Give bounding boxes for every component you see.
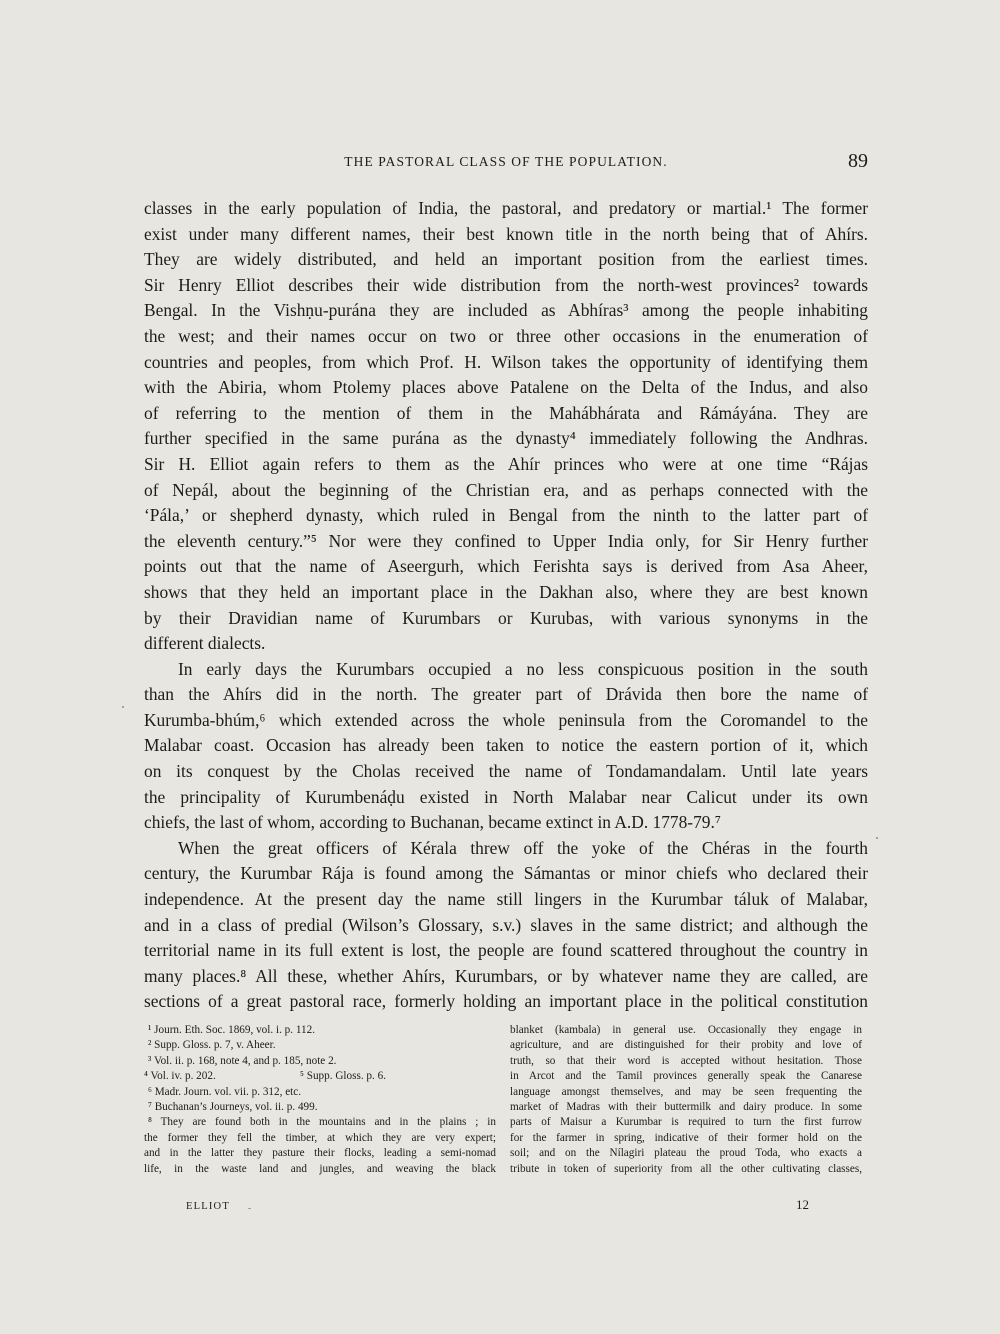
paragraph-2 [144,657,868,836]
text-line: many places.⁸ All these, whether Ahírs, Kurumbars, or by whatever name they are called, are [144,965,868,986]
text-line: of Nepál, about the beginning of the Christian era, and as perhaps connected with the [144,479,868,500]
text-line: Sir Henry Elliot describes their wide distribution from the north-west provinces² towards [144,274,868,295]
footnote-1: ¹ Journ. Eth. Soc. 1869, vol. i. p. 112. [148,1024,316,1036]
text-line: than the Ahírs did in the north. The greater part of Drávida then bore the name of [144,684,868,705]
text-line: the west; and their names occur on two or three other occasions in the enumeration of [144,325,868,346]
text-line: countries and peoples, from which Prof. H. Wilson takes the opportunity of identifying them [144,351,868,372]
footnote-8-line: ⁸ They are found both in the mountains and in the plains ; in [148,1116,496,1129]
text-line: and in a class of predial (Wilson’s Glossary, s.v.) slaves in the same district; and although the [144,914,868,935]
text-line: by their Dravidian name of Kurumbars or Kurubas, with various synonyms in the [144,607,868,628]
footnote-8-line: blanket (kambala) in general use. Occasionally they engage in [510,1024,862,1036]
body-text [144,196,868,1015]
text-line: shows that they held an important place in the Dakhan also, where they are best known [144,581,868,602]
footnote-pair-4-5 [144,1069,496,1084]
footnote-7: ⁷ Buchanan’s Journeys, vol. ii. p. 499. [148,1101,318,1114]
text-line: on its conquest by the Cholas received the name of Tondamandalam. Until late years [144,761,868,782]
text-line: territorial name in its full extent is lost, the people are found scattered throughout the country in [144,940,868,961]
text-line: points out that the name of Aseergurh, which Ferishta says is derived from Asa Aheer, [144,556,868,577]
footnote-8-line: soil; and on the Nílagiri plateau the proud Toda, who exacts a [510,1147,862,1160]
footnotes-right-column [510,1023,862,1177]
footnote-8-line: and in the latter they pasture their flocks, leading a semi-nomad [144,1147,496,1160]
paragraph-1 [144,196,868,657]
footnote-8-line: life, in the waste land and jungles, and weaving the black [144,1162,496,1175]
text-line: They are widely distributed, and held an important position from the earliest times. [144,249,868,270]
footnote-8-line: parts of Maisur a Kurumbar is required to turn the first furrow [510,1116,862,1129]
text-line: classes in the early population of India, the pastoral, and predatory or martial.¹ The former [144,198,868,218]
text-line: exist under many different names, their best known title in the north being that of Ahírs. [144,223,868,244]
text-line: with the Abiria, whom Ptolemy places above Patalene on the Delta of the Indus, and also [144,377,868,398]
text-line: further specified in the same purána as the dynasty⁴ immediately following the Andhras. [144,428,868,449]
footnote-8-line: truth, so that their word is accepted without hesitation. Those [510,1054,862,1067]
footnote-8-line: the former they fell the timber, at which they are very expert; [144,1131,496,1144]
paper-speck [122,706,124,708]
text-line: independence. At the present day the name still lingers in the Kurumbar táluk of Malabar, [144,889,868,910]
paragraph-3 [144,836,868,1015]
footnote-8-line: tribute in token of superiority from all the other cultivating classes, [510,1162,862,1175]
text-line: sections of a great pastoral race, formerly holding an important place in the political constitution [144,991,868,1012]
text-line: Kurumba-bhúm,⁶ which extended across the whole peninsula from the Coromandel to the [144,709,868,730]
footnote-8-line: in Arcot and the Tamil provinces generally speak the Canarese [510,1070,862,1083]
page-number: 89 [848,150,868,172]
footnotes-left-column [144,1023,496,1177]
printer-sheet-number: 12 [796,1197,809,1212]
footnote-8-line: market of Madras with their buttermilk and dairy produce. In some [510,1101,862,1114]
text-line: century, the Kurumbar Rája is found among the Sámantas or minor chiefs who declared their [144,863,868,884]
footnote-8-line: language amongst themselves, and may be seen frequenting the [510,1085,862,1098]
text-line: the principality of Kurumbenáḍu existed in North Malabar near Calicut under its own [144,786,868,807]
text-line: When the great officers of Kérala threw off the yoke of the Chéras in the fourth [178,837,868,858]
footnote-3: ³ Vol. ii. p. 168, note 4, and p. 185, note 2. [148,1054,337,1067]
text-line: Malabar coast. Occasion has already been taken to notice the eastern portion of it, which [144,735,868,756]
printer-signature-mark: ELLIOT [186,1201,230,1212]
footnote-5: ⁵ Supp. Gloss. p. 6. [300,1070,386,1083]
text-line: Bengal. In the Vishṇu-purána they are included as Abhíras³ among the people inhabiting [144,300,868,321]
running-head [144,150,868,176]
text-line: chiefs, the last of whom, according to Buchanan, became extinct in A.D. 1778-79.⁷ [144,812,721,833]
text-line: In early days the Kurumbars occupied a no less conspicuous position in the south [178,658,868,679]
footnote-4: ⁴ Vol. iv. p. 202. [144,1070,216,1083]
text-line: of referring to the mention of them in the Mahábhárata and Rámáyána. They are [144,402,868,423]
paper-speck [876,837,878,839]
running-title: THE PASTORAL CLASS OF THE POPULATION. [344,154,668,169]
text-line: ‘Pála,’ or shepherd dynasty, which ruled in Bengal from the ninth to the latter part of [144,505,868,526]
text-line: different dialects. [144,633,266,654]
paper-speck [248,1208,251,1209]
footnote-2: ² Supp. Gloss. p. 7, v. Aheer. [148,1039,276,1052]
footnote-8-line: agriculture, and are distinguished for their probity and love of [510,1039,862,1052]
text-line: Sir H. Elliot again refers to them as the Ahír princes who were at one time “Rájas [144,453,868,474]
text-line: the eleventh century.”⁵ Nor were they confined to Upper India only, for Sir Henry further [144,530,868,551]
footnote-6: ⁶ Madr. Journ. vol. vii. p. 312, etc. [148,1085,302,1098]
footnote-8-line: for the farmer in spring, indicative of their former hold on the [510,1131,862,1144]
